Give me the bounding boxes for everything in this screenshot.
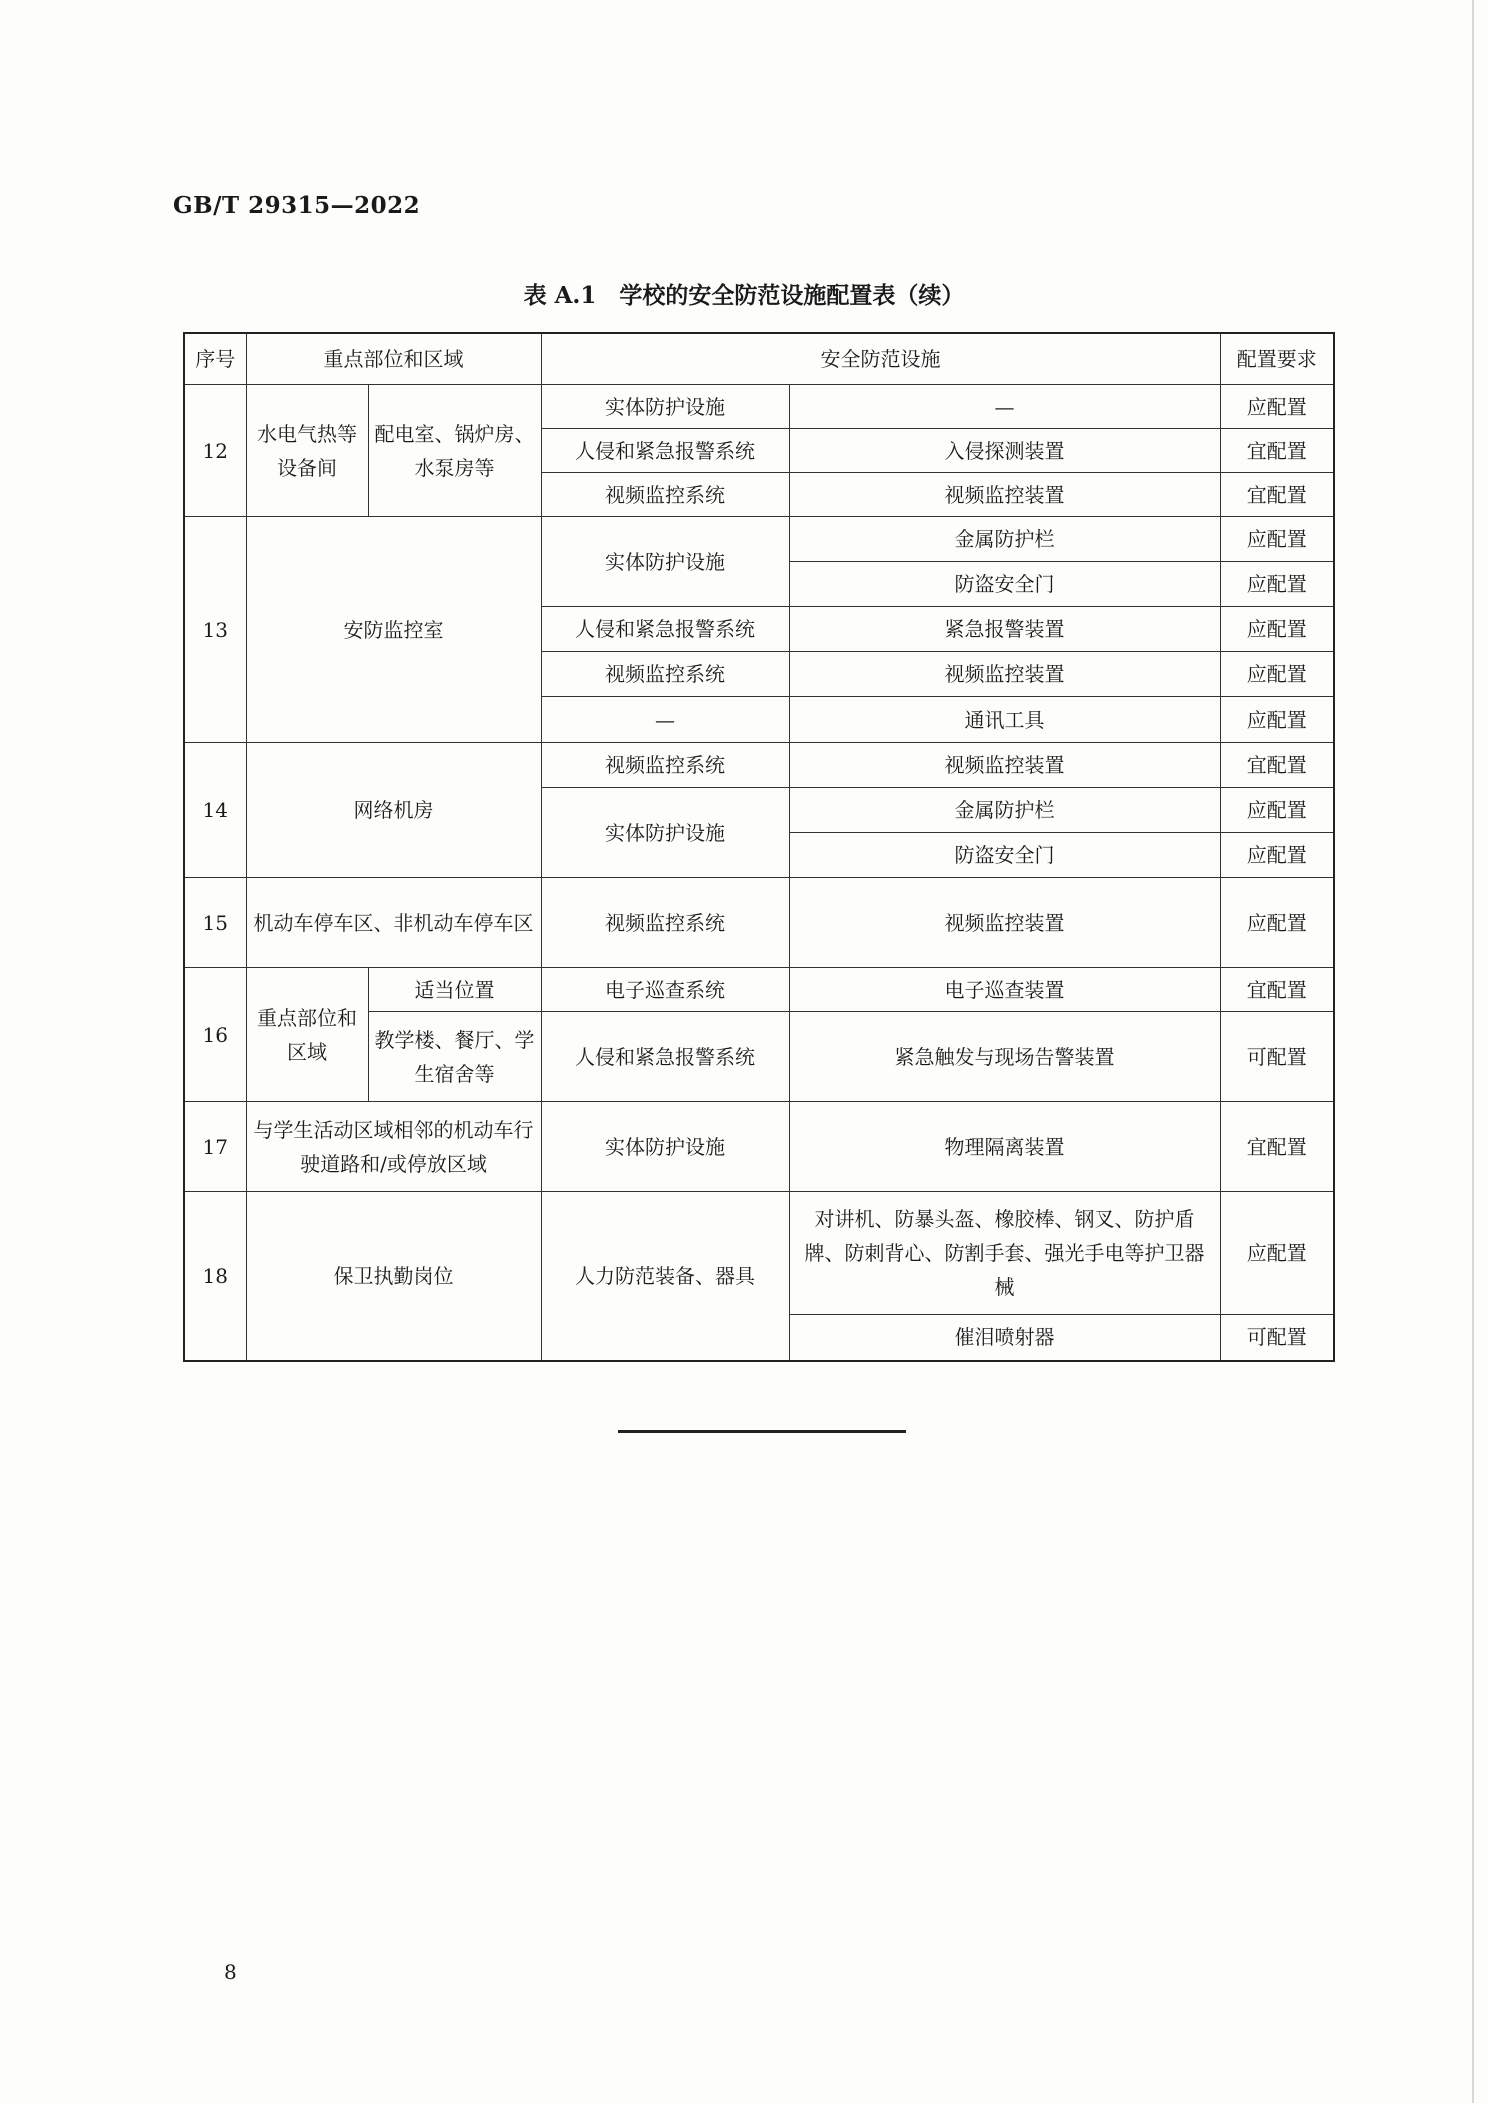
seq-cell: 17 — [184, 1102, 246, 1192]
requirement-cell: 宜配置 — [1220, 429, 1334, 473]
system-cell: 人侵和紧急报警系统 — [541, 429, 789, 473]
requirement-cell: 宜配置 — [1220, 743, 1334, 788]
requirement-cell: 应配置 — [1220, 833, 1334, 878]
area-cell: 与学生活动区域相邻的机动车行驶道路和/或停放区域 — [246, 1102, 541, 1192]
device-cell: 金属防护栏 — [789, 788, 1220, 833]
page-edge-shadow — [1472, 0, 1474, 2103]
device-cell: 催泪喷射器 — [789, 1315, 1220, 1361]
requirement-cell: 应配置 — [1220, 607, 1334, 652]
table-row — [184, 878, 1334, 968]
seq-cell: 14 — [184, 743, 246, 878]
system-cell: 实体防护设施 — [541, 385, 789, 429]
device-cell: 金属防护栏 — [789, 517, 1220, 562]
requirement-cell: 应配置 — [1220, 697, 1334, 743]
page-number: 8 — [224, 1960, 237, 1984]
system-cell: 视频监控系统 — [541, 473, 789, 517]
requirement-cell: 宜配置 — [1220, 1102, 1334, 1192]
requirement-cell: 应配置 — [1220, 1192, 1334, 1315]
table-row — [184, 385, 1334, 429]
requirement-cell: 应配置 — [1220, 788, 1334, 833]
device-cell: 对讲机、防暴头盔、橡胶棒、钢叉、防护盾牌、防刺背心、防割手套、强光手电等护卫器械 — [789, 1192, 1220, 1315]
device-cell: — — [789, 385, 1220, 429]
system-cell: 实体防护设施 — [541, 788, 789, 878]
system-cell: 人侵和紧急报警系统 — [541, 1012, 789, 1102]
area-cell: 重点部位和区域 — [246, 968, 368, 1102]
seq-cell: 13 — [184, 517, 246, 743]
device-cell: 视频监控装置 — [789, 652, 1220, 697]
header-seq: 序号 — [184, 333, 246, 385]
header-requirement: 配置要求 — [1220, 333, 1334, 385]
device-cell: 紧急报警装置 — [789, 607, 1220, 652]
table-row — [184, 968, 1334, 1012]
device-cell: 视频监控装置 — [789, 878, 1220, 968]
requirement-cell: 可配置 — [1220, 1315, 1334, 1361]
table-container — [183, 332, 1333, 1362]
device-cell: 视频监控装置 — [789, 743, 1220, 788]
device-cell: 紧急触发与现场告警装置 — [789, 1012, 1220, 1102]
seq-cell: 12 — [184, 385, 246, 517]
area-sub-cell: 适当位置 — [368, 968, 541, 1012]
table-row — [184, 1102, 1334, 1192]
requirement-cell: 应配置 — [1220, 517, 1334, 562]
system-cell: 视频监控系统 — [541, 743, 789, 788]
device-cell: 防盗安全门 — [789, 833, 1220, 878]
device-cell: 物理隔离装置 — [789, 1102, 1220, 1192]
system-cell: 实体防护设施 — [541, 1102, 789, 1192]
table-row — [184, 1192, 1334, 1315]
system-cell: 视频监控系统 — [541, 878, 789, 968]
requirement-cell: 应配置 — [1220, 878, 1334, 968]
device-cell: 防盗安全门 — [789, 562, 1220, 607]
area-cell: 网络机房 — [246, 743, 541, 878]
table-title: 表 A.1 学校的安全防范设施配置表（续） — [523, 282, 965, 309]
requirement-cell: 可配置 — [1220, 1012, 1334, 1102]
area-sub-cell: 教学楼、餐厅、学生宿舍等 — [368, 1012, 541, 1102]
security-config-table — [183, 332, 1335, 1362]
system-cell: 视频监控系统 — [541, 652, 789, 697]
requirement-cell: 应配置 — [1220, 652, 1334, 697]
table-row — [184, 743, 1334, 788]
area-cell: 保卫执勤岗位 — [246, 1192, 541, 1361]
area-cell: 水电气热等设备间 — [246, 385, 368, 517]
standard-code: GB/T 29315—2022 — [173, 192, 421, 219]
system-cell: 电子巡查系统 — [541, 968, 789, 1012]
requirement-cell: 宜配置 — [1220, 473, 1334, 517]
system-cell: 人力防范装备、器具 — [541, 1192, 789, 1361]
area-cell: 机动车停车区、非机动车停车区 — [246, 878, 541, 968]
header-area: 重点部位和区域 — [246, 333, 541, 385]
area-cell: 安防监控室 — [246, 517, 541, 743]
area-sub-cell: 配电室、锅炉房、水泵房等 — [368, 385, 541, 517]
device-cell: 视频监控装置 — [789, 473, 1220, 517]
end-separator-line — [618, 1430, 906, 1433]
header-facility: 安全防范设施 — [541, 333, 1220, 385]
system-cell: 实体防护设施 — [541, 517, 789, 607]
requirement-cell: 应配置 — [1220, 562, 1334, 607]
device-cell: 电子巡查装置 — [789, 968, 1220, 1012]
system-cell: 人侵和紧急报警系统 — [541, 607, 789, 652]
requirement-cell: 应配置 — [1220, 385, 1334, 429]
seq-cell: 16 — [184, 968, 246, 1102]
table-header-row — [184, 333, 1334, 385]
seq-cell: 15 — [184, 878, 246, 968]
device-cell: 通讯工具 — [789, 697, 1220, 743]
system-cell: — — [541, 697, 789, 743]
seq-cell: 18 — [184, 1192, 246, 1361]
requirement-cell: 宜配置 — [1220, 968, 1334, 1012]
table-row — [184, 517, 1334, 562]
device-cell: 入侵探测装置 — [789, 429, 1220, 473]
